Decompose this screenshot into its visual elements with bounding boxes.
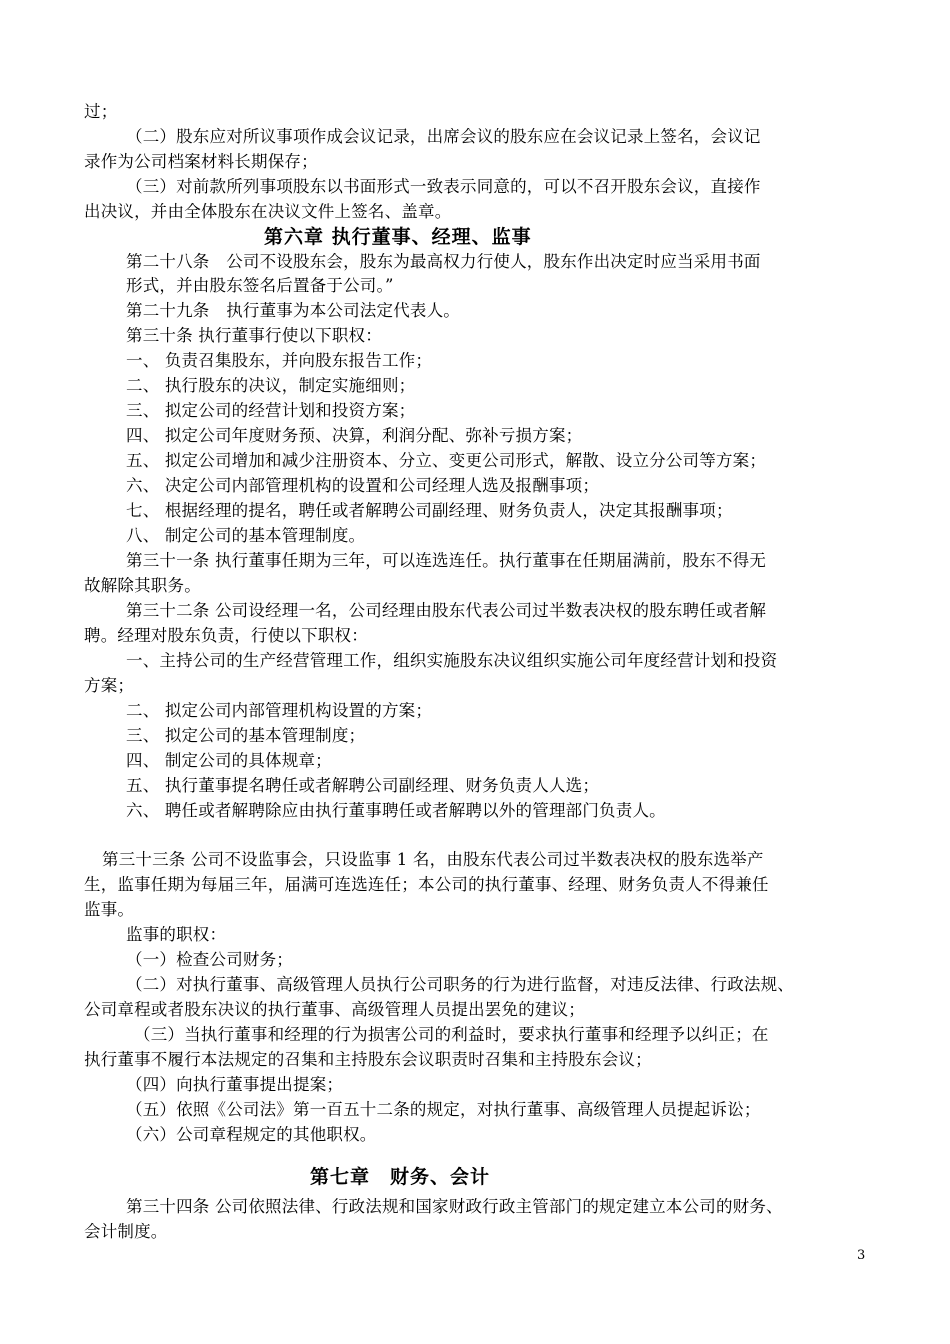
text-line: 第二十九条 执行董事为本公司法定代表人。 — [126, 301, 460, 320]
list-item: 二、 执行股东的决议，制定实施细则； — [126, 376, 416, 395]
list-item: 三、 拟定公司的基本管理制度； — [126, 726, 366, 745]
list-item: （五）依照《公司法》第一百五十二条的规定，对执行董事、高级管理人员提起诉讼； — [126, 1100, 761, 1119]
text-line: （二）股东应对所议事项作成会议记录，出席会议的股东应在会议记录上签名，会议记 — [126, 127, 761, 146]
text-line: 公司章程或者股东决议的执行董事、高级管理人员提出罢免的建议； — [84, 1000, 585, 1019]
list-item: 七、 根据经理的提名，聘任或者解聘公司副经理、财务负责人，决定其报酬事项； — [126, 501, 733, 520]
text-line: 监事的职权： — [126, 925, 227, 944]
list-item: （六）公司章程规定的其他职权。 — [126, 1125, 377, 1144]
list-item: 一、 负责召集股东，并向股东报告工作； — [126, 351, 433, 370]
text-line: 第三十四条 公司依照法律、行政法规和国家财政行政主管部门的规定建立本公司的财务、 — [126, 1197, 783, 1216]
text-line: 过； — [84, 102, 118, 121]
list-item: 一、主持公司的生产经营管理工作，组织实施股东决议组织实施公司年度经营计划和投资 — [126, 651, 778, 670]
text-line: 录作为公司档案材料长期保存； — [84, 152, 318, 171]
list-item: 八、 制定公司的基本管理制度。 — [126, 526, 366, 545]
text-line: 第三十一条 执行董事任期为三年，可以连选连任。执行董事在任期届满前，股东不得无 — [126, 551, 767, 570]
chapter-heading: 第六章 执行董事、经理、监事 — [264, 226, 532, 248]
list-item: 六、 聘任或者解聘除应由执行董事聘任或者解聘以外的管理部门负责人。 — [126, 801, 666, 820]
text-line: 第三十条 执行董事行使以下职权： — [126, 326, 382, 345]
text-line: 执行董事不履行本法规定的召集和主持股东会议职责时召集和主持股东会议； — [84, 1050, 652, 1069]
list-item: 六、 决定公司内部管理机构的设置和公司经理人选及报酬事项； — [126, 476, 600, 495]
text-line: 生，监事任期为每届三年，届满可连选连任；本公司的执行董事、经理、财务负责人不得兼任 — [84, 875, 769, 894]
list-item: 四、 制定公司的具体规章； — [126, 751, 332, 770]
list-item: 五、 拟定公司增加和减少注册资本、分立、变更公司形式，解散、设立分公司等方案； — [126, 451, 767, 470]
text-line: 出决议，并由全体股东在决议文件上签名、盖章。 — [84, 202, 452, 221]
list-item: （二）对执行董事、高级管理人员执行公司职务的行为进行监督，对违反法律、行政法规、 — [126, 975, 794, 994]
list-item: 五、 执行董事提名聘任或者解聘公司副经理、财务负责人人选； — [126, 776, 600, 795]
text-line: 会计制度。 — [84, 1222, 168, 1241]
page-number: 3 — [857, 1248, 866, 1263]
list-item: （三）当执行董事和经理的行为损害公司的利益时，要求执行董事和经理予以纠正；在 — [134, 1025, 769, 1044]
text-line: 形式，并由股东签名后置备于公司。” — [126, 276, 394, 295]
list-item: 二、 拟定公司内部管理机构设置的方案； — [126, 701, 433, 720]
text-line: 故解除其职务。 — [84, 576, 201, 595]
list-item: 三、 拟定公司的经营计划和投资方案； — [126, 401, 416, 420]
text-line: 聘。经理对股东负责，行使以下职权： — [84, 626, 368, 645]
text-line: （三）对前款所列事项股东以书面形式一致表示同意的，可以不召开股东会议，直接作 — [126, 177, 761, 196]
list-item: （四）向执行董事提出提案； — [126, 1075, 344, 1094]
chapter-heading: 第七章 财务、会计 — [310, 1166, 491, 1188]
text-line: 第二十八条 公司不设股东会，股东为最高权力行使人，股东作出决定时应当采用书面 — [126, 252, 761, 271]
text-line: 第三十二条 公司设经理一名，公司经理由股东代表公司过半数表决权的股东聘任或者解 — [126, 601, 767, 620]
list-item: 四、 拟定公司年度财务预、决算，利润分配、弥补亏损方案； — [126, 426, 583, 445]
text-line: 监事。 — [84, 900, 135, 919]
text-line: 第三十三条 公司不设监事会，只设监事 1 名，由股东代表公司过半数表决权的股东选举产 — [102, 850, 764, 869]
list-item: （一）检查公司财务； — [126, 950, 293, 969]
text-line: 方案； — [84, 676, 135, 695]
